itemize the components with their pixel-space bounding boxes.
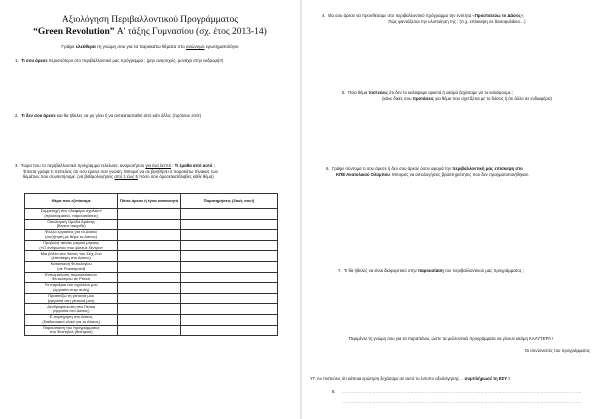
q6-line2-text: . Μπορείς να αιτιολογήσεις βραστηριότητες που δεν πραγματοποιήθηκαν. [389, 171, 530, 177]
q3-line3-b: πόσο σου άρεσε/κατάλαβες κάθε θέμα) [137, 174, 214, 180]
topic-line: Ενσωμάτωση παρουσιάσεων [45, 271, 98, 277]
intro-mid: τη γνώμη σου για τα παρακάτω θέματα στο [95, 44, 186, 49]
topic-line: στο Φεστιβάλ (θεατρικό) [49, 329, 93, 335]
q6-text-a: Γράψε σύντομα τι σου άρεσε ή δεν σου άρεσε όσον αφορά την [331, 166, 453, 171]
q3-colon: : [171, 163, 175, 168]
thanks-line-2: Οι συντονιστές του προγράμματος [524, 348, 590, 353]
table-row [25, 251, 278, 262]
intro-prefix: Γράψε [61, 44, 76, 49]
notes-cell[interactable] [180, 293, 277, 304]
question-2 [15, 113, 295, 119]
q2-text: και θα ήθελες να μη γίνει ή να αντικατασταθεί από κάτι άλλο; (πρότεινε εσύ!) [55, 113, 202, 118]
intro-suffix: ερωτηματολόγιο [204, 44, 239, 49]
rating-cell[interactable] [118, 209, 181, 220]
table-header-row [25, 194, 278, 209]
topic-cell [25, 304, 118, 315]
rating-cell[interactable] [118, 251, 181, 262]
q3-underline: για ένα λεπτό [145, 163, 172, 168]
table-row [25, 293, 278, 304]
topic-cell [25, 261, 118, 272]
q5-line-2 [342, 96, 592, 102]
table-row [25, 325, 278, 336]
q4-text-a: Θα σου άρεσε να προσθέσαμε στο περιβαλλοντικό πρόγραμμα την ενότητα « [327, 13, 475, 18]
q3-line3-range: από 1 έως 5 [114, 174, 138, 180]
table-row [25, 272, 278, 283]
intro-text [0, 44, 300, 50]
table-row [25, 304, 278, 315]
topic-line: (εργασία στο Δάσος) [52, 308, 90, 314]
header-rating: Πόσο άρεσε ή έγινε κατανοητό [118, 194, 181, 209]
rating-cell[interactable] [118, 293, 181, 304]
header-topic: Θέμα που εξετάσαμε [25, 194, 118, 209]
rating-cell[interactable] [118, 325, 181, 336]
topic-cell [25, 283, 118, 294]
table-row [25, 230, 278, 241]
thanks-line-1: Περιμένω τη γνώμη σου για τα παραπάνω, ώστε τα μελλοντικά προγράμματα να γίνουν ακόμη ΚΑΛΥΤΕΡΑ ! [348, 336, 554, 341]
topic-line: (επίσκεψη στο Δάσος) [51, 255, 91, 261]
topic-line: Ε-περιήγηση στο Δάσος [49, 314, 93, 320]
topic-cell [25, 325, 118, 336]
table-row [25, 240, 278, 251]
q3-line3-a: θεμάτων που συναντήσαμε. (να βαθμολογήσεις [23, 174, 115, 180]
topic-cell [25, 293, 118, 304]
rating-cell[interactable] [118, 230, 181, 241]
topic-line: (εργασία στη γειτονιά μου) [47, 297, 95, 303]
rating-cell[interactable] [118, 304, 181, 315]
topic-line: (Βιντεο παιχνίδι) [56, 223, 86, 229]
q6-line2-bold: ΚΠΕ Ανατολικού Ολύμπου [336, 171, 390, 177]
notes-cell[interactable] [180, 283, 277, 294]
q3-number: 3. [15, 163, 19, 168]
topic-line: Φυτολόγιου σε Prezzi [52, 276, 91, 282]
q8-number: 8. [332, 389, 336, 394]
topic-cell [25, 219, 118, 230]
topic-cell [25, 240, 118, 251]
table-row [25, 219, 278, 230]
header-notes: Παρατηρήσεις (δικές σου!) [180, 194, 277, 209]
ps-bold: συμπλήρωσέ τη ΕΣΥ ! [464, 376, 510, 381]
q6-line-2 [326, 172, 596, 178]
rating-cell[interactable] [118, 261, 181, 272]
q5-number: 5. [342, 90, 346, 95]
rating-cell[interactable] [118, 314, 181, 325]
q1-number: 1. [15, 58, 19, 63]
q3-bold: Τι έμαθα από αυτό [174, 163, 213, 168]
question-4 [322, 13, 592, 24]
rating-cell[interactable] [118, 219, 181, 230]
question-6 [326, 166, 596, 177]
survey-title: Αξιολόγηση Περιβαλλοντικού Προγράμματος [61, 15, 239, 25]
notes-cell[interactable] [180, 314, 277, 325]
notes-cell[interactable] [180, 304, 277, 315]
notes-cell[interactable] [180, 251, 277, 262]
notes-cell[interactable] [180, 219, 277, 230]
q4-text-b: »; [520, 13, 525, 18]
topic-line: (προετοιμασία- παρουσιάσεις) [44, 212, 98, 218]
notes-cell[interactable] [180, 230, 277, 241]
q1-text: περισσότερο στο περιβαλλοντικό μας πρόγραμμα ; (μην ανησυχείς, μονάχα στην εκδρομή!!) [47, 58, 224, 63]
topic-line: Δενδροφύτευση στα Πεύκα [47, 303, 96, 309]
topic-line: Κατασκευή Φυτολογίου [50, 261, 92, 267]
topic-line: Συμμετοχή στο «Αειφόρο σχολείο» [40, 208, 102, 214]
topic-cell [25, 251, 118, 262]
answer-line-2: ……………………………………………………………………………………………………………………………………………………… [342, 399, 582, 404]
q1-bold: Τι σου άρεσε [20, 58, 48, 63]
answer-line-1: ……………………………………………………………………………………………………………………………………………………… [342, 389, 582, 394]
topic-line: Προβολή ταινίας μικρού μήκους [43, 239, 100, 245]
notes-cell[interactable] [180, 272, 277, 283]
notes-cell[interactable] [180, 240, 277, 251]
q3-mark: ; [212, 163, 215, 168]
notes-cell[interactable] [180, 325, 277, 336]
q3-text-a: Τώρα που το περιβαλλοντικό πρόγραμμα τελείωσε, αναρωτήσου [20, 163, 146, 168]
topic-line: Τα παρτέρια του σχολείου μου [44, 282, 98, 288]
q2-bold: Τι δεν σου άρεσε [20, 113, 56, 118]
right-page [302, 0, 600, 419]
topic-line: Παρουσίαση του προγράμματος [42, 324, 100, 330]
topic-line: Οικολογική Ομάδα Δράσης [47, 218, 95, 224]
table-row [25, 283, 278, 294]
topic-cell [25, 230, 118, 241]
topic-cell [25, 209, 118, 220]
q7-text-a: Τι θα ήθελες να είναι διαφορετικό στην [343, 268, 418, 273]
postscript [310, 376, 600, 382]
q7-number: 7. [338, 268, 342, 273]
topics-table [24, 193, 278, 336]
q3-line-2: Έπειτα γράψε τι πιστεύεις ότι σου έμεινε σαν γνώση. Μπορεί να σε βοηθήσει ο παρακάτω πίνακας των [23, 168, 219, 174]
topic-cell [25, 272, 118, 283]
q5-line2-bold: προτάσεις [412, 95, 434, 101]
class-year: Α' τάξης Γυμνασίου (σχ. έτος 2013-14) [114, 27, 267, 37]
topic-line: («Ο άνθρωπος που φύτευε δέντρα» [39, 244, 103, 250]
q7-bold: παρουσίαση [417, 268, 444, 273]
q6-bold: περιβαλλοντική μας επίσκεψη στο [452, 166, 523, 171]
q5-text-a: Ποιο θέμα [347, 90, 369, 95]
q5-line2-a: (κάνε δικές σου [382, 95, 413, 101]
topic-line: (σε Powerpoint) [57, 265, 86, 271]
intro-bold: ελεύθερα [75, 44, 96, 49]
topic-line: Πρασινίζω τη γειτονιά μου [48, 292, 95, 298]
q3-line-3 [15, 174, 295, 180]
q6-number: 6. [326, 166, 330, 171]
notes-cell[interactable] [180, 209, 277, 220]
notes-cell[interactable] [180, 261, 277, 272]
q5-bold: πιστεύεις [368, 90, 388, 95]
table-row [25, 209, 278, 220]
topic-line: Μια βόλτα στο δάσος του Σειχ-Σου [40, 250, 102, 256]
question-3 [15, 163, 295, 180]
intro-anonymous: ανώνυμο [185, 44, 205, 49]
topic-line: Φύλλο εργασίας για το Δάσος [45, 229, 98, 235]
topic-cell [25, 314, 118, 325]
ps-text: ΥΓ. Αν πιστεύεις ότι κάποια ερώτηση ξεχάσαμε σε αυτό το έντυπο αξιολόγησης… [310, 376, 465, 381]
q7-text-b: του περιβαλλοντικού μας προγράμματος ; [443, 268, 525, 273]
program-name: “Green Revolution” [33, 27, 115, 37]
q5-text-b: ότι δεν το καλύψαμε αρκετά ή ακόμα ξεχάσαμε να το καλύψουμε ; [387, 90, 513, 95]
q4-bold: Προστατεύω το Δάσος [474, 13, 521, 18]
topic-line: (διαδικτυακό υλικό για το Δάσος) [42, 318, 100, 324]
rating-cell[interactable] [118, 272, 181, 283]
table-row [25, 261, 278, 272]
survey-subtitle [0, 27, 300, 37]
question-1 [15, 58, 295, 64]
q4-number: 4. [322, 13, 326, 18]
q2-number: 2. [15, 113, 19, 118]
table-row [25, 314, 278, 325]
q4-line-2: Πώς φαντάζεσαι την υλοποίηση της ; (π.χ. επίσκεψη σε δασοφυλάκιο…) [388, 18, 526, 24]
q5-line2-b: για θέμα που σχετίζεται με το δάσος ή ότι άλλο σε ενδιαφέρει) [433, 95, 552, 101]
topic-line: (εργασία στην αυλή) [53, 286, 90, 292]
question-5 [342, 90, 592, 101]
topic-line: (συζήτηση με θέμα το Δάσος) [45, 233, 98, 239]
rating-cell[interactable] [118, 283, 181, 294]
rating-cell[interactable] [118, 240, 181, 251]
question-7 [338, 268, 594, 274]
